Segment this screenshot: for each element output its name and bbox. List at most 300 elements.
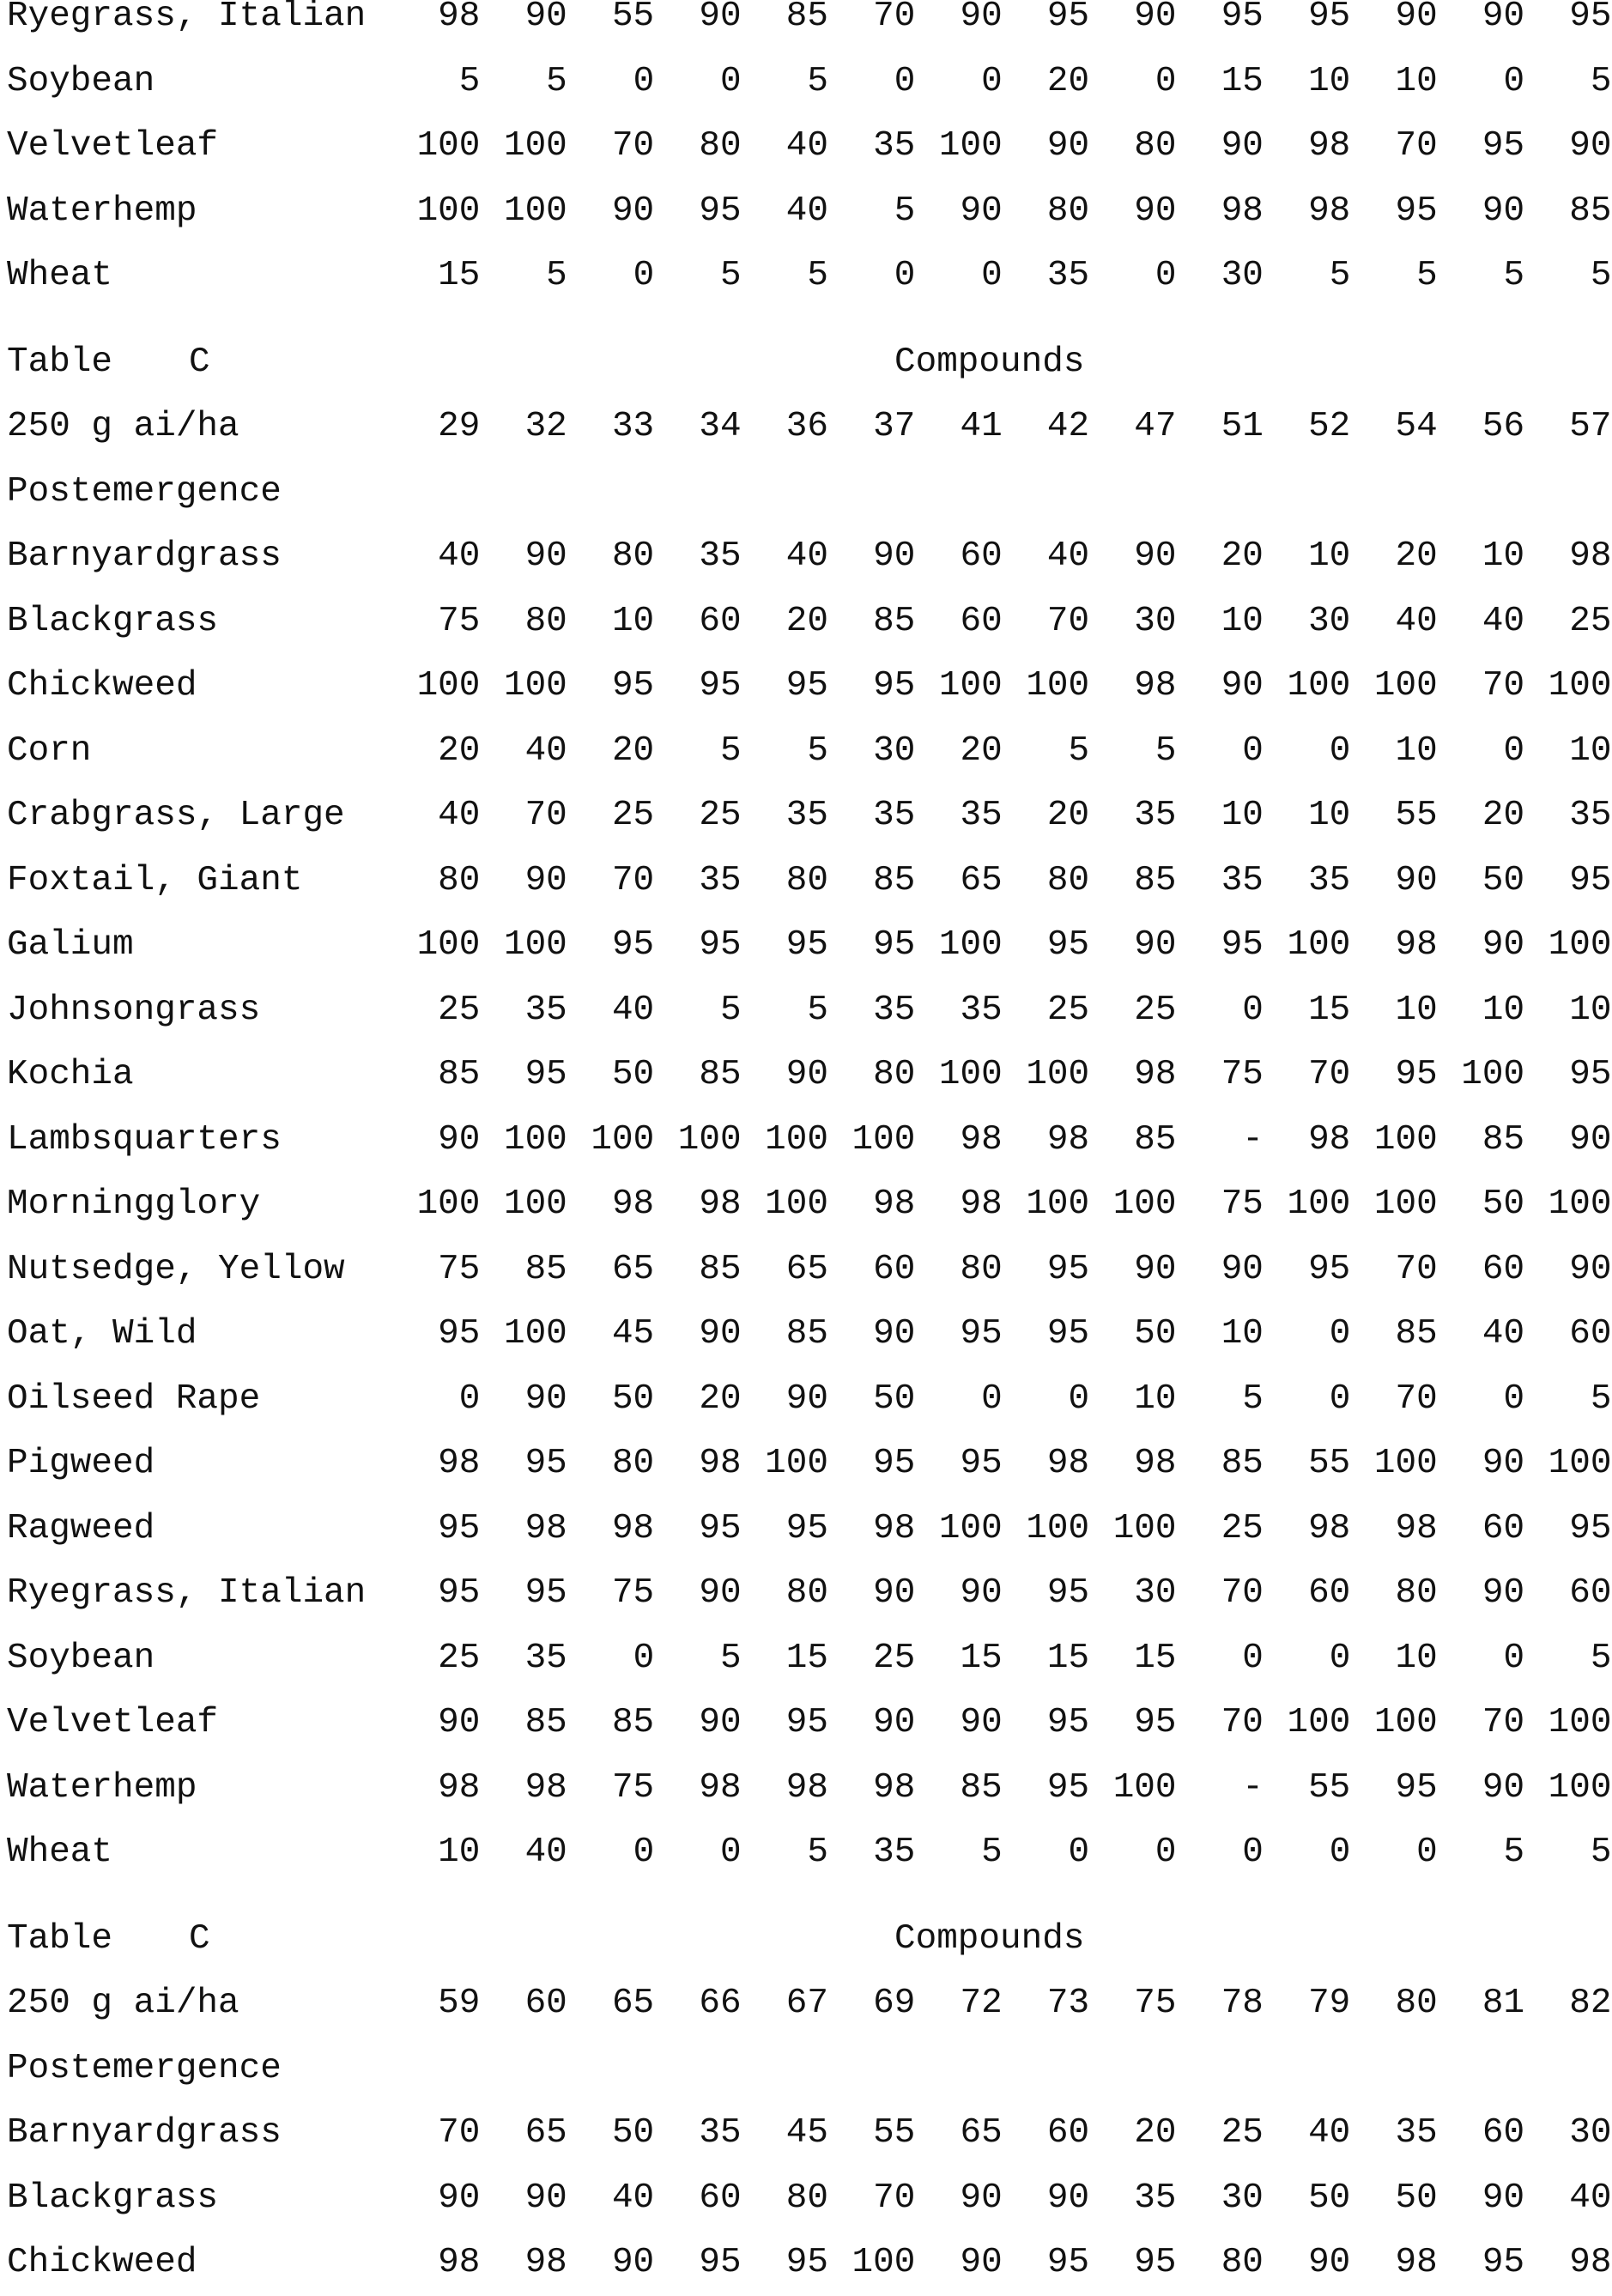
- rating-cell: 5: [1524, 244, 1611, 309]
- rating-cell: 55: [828, 2101, 915, 2166]
- table-title-row: [0, 1907, 1612, 1972]
- rating-cell: 35: [1003, 244, 1089, 309]
- rating-cell: 5: [1524, 1820, 1611, 1886]
- rating-cell: 80: [1003, 179, 1089, 245]
- rating-cell: 60: [654, 590, 741, 655]
- compound-id: 57: [1524, 395, 1611, 460]
- rating-cell: 70: [828, 0, 915, 50]
- rating-cell: 35: [1264, 849, 1350, 914]
- rating-cell: 10: [1524, 978, 1611, 1044]
- rating-cell: 70: [567, 849, 654, 914]
- rating-cell: 98: [480, 2231, 567, 2296]
- rating-cell: 70: [1438, 1691, 1524, 1756]
- table-row: [0, 0, 1612, 50]
- rating-cell: 30: [1177, 2166, 1264, 2232]
- rating-cell: 5: [480, 50, 567, 115]
- species-label: Crabgrass, Large: [0, 784, 393, 849]
- rating-cell: 65: [915, 2101, 1002, 2166]
- rating-cell: 60: [1438, 1238, 1524, 1303]
- rating-cell: 70: [1177, 1561, 1264, 1627]
- rating-cell: 0: [1089, 50, 1176, 115]
- table-row: [0, 1367, 1612, 1433]
- rating-cell: 80: [915, 1238, 1002, 1303]
- species-label: Velvetleaf: [0, 114, 393, 179]
- rating-cell: 40: [1350, 590, 1437, 655]
- rating-cell: 90: [480, 524, 567, 590]
- rating-cell: 100: [393, 913, 480, 978]
- section-spacer: [0, 309, 1612, 330]
- compound-id: 56: [1438, 395, 1524, 460]
- rating-cell: 80: [480, 590, 567, 655]
- species-label: Wheat: [0, 1820, 393, 1886]
- compound-id: 69: [828, 1972, 915, 2037]
- rating-cell: 80: [742, 2166, 828, 2232]
- rating-cell: 65: [742, 1238, 828, 1303]
- species-label: Soybean: [0, 50, 393, 115]
- rating-cell: 20: [1003, 50, 1089, 115]
- rating-cell: 98: [1264, 1108, 1350, 1173]
- rating-cell: -: [1177, 1108, 1264, 1173]
- rating-cell: 98: [1089, 1043, 1176, 1108]
- rating-cell: 95: [1177, 913, 1264, 978]
- rating-cell: 90: [480, 2166, 567, 2232]
- rating-cell: 40: [742, 114, 828, 179]
- rating-cell: 100: [654, 1108, 741, 1173]
- rating-cell: 95: [1089, 2231, 1176, 2296]
- rating-cell: 10: [1350, 719, 1437, 785]
- rating-cell: 5: [1264, 244, 1350, 309]
- rating-cell: 100: [480, 913, 567, 978]
- rating-cell: 25: [1089, 978, 1176, 1044]
- species-label: Morningglory: [0, 1172, 393, 1238]
- rating-cell: 70: [828, 2166, 915, 2232]
- species-label: Johnsongrass: [0, 978, 393, 1044]
- rating-cell: 25: [654, 784, 741, 849]
- rating-cell: 95: [1524, 849, 1611, 914]
- compound-id: 51: [1177, 395, 1264, 460]
- rating-cell: 90: [1524, 1108, 1611, 1173]
- rating-cell: 40: [742, 179, 828, 245]
- rating-cell: 85: [393, 1043, 480, 1108]
- rating-cell: 45: [567, 1302, 654, 1367]
- rating-cell: 10: [1264, 50, 1350, 115]
- rating-cell: 75: [567, 1561, 654, 1627]
- rating-cell: 100: [567, 1108, 654, 1173]
- rating-cell: 95: [915, 1302, 1002, 1367]
- rating-cell: 100: [1524, 654, 1611, 719]
- rating-cell: 90: [1524, 1238, 1611, 1303]
- rating-cell: 35: [828, 1820, 915, 1886]
- rating-cell: 100: [742, 1172, 828, 1238]
- rating-cell: 40: [480, 719, 567, 785]
- rating-cell: 95: [654, 179, 741, 245]
- rating-cell: 70: [1350, 114, 1437, 179]
- rating-cell: 95: [654, 2231, 741, 2296]
- rating-cell: 5: [654, 719, 741, 785]
- rating-cell: 70: [480, 784, 567, 849]
- rating-cell: 25: [393, 978, 480, 1044]
- rating-cell: 0: [1264, 719, 1350, 785]
- rating-cell: 95: [742, 1691, 828, 1756]
- rating-cell: 5: [654, 978, 741, 1044]
- rating-cell: 95: [393, 1302, 480, 1367]
- rating-cell: 60: [915, 590, 1002, 655]
- rating-cell: 100: [1524, 1756, 1611, 1821]
- rating-cell: 90: [654, 1302, 741, 1367]
- rating-cell: 100: [915, 913, 1002, 978]
- rating-cell: 80: [567, 1432, 654, 1497]
- document-page: [0, 0, 1612, 2296]
- compound-id-row: [0, 1972, 1612, 2037]
- compound-id: 34: [654, 395, 741, 460]
- rating-cell: 40: [1438, 590, 1524, 655]
- species-label: Oilseed Rape: [0, 1367, 393, 1433]
- mode-row: [0, 460, 1612, 525]
- table-row: [0, 179, 1612, 245]
- table-row: [0, 50, 1612, 115]
- rating-cell: 98: [654, 1172, 741, 1238]
- compound-id: 72: [915, 1972, 1002, 2037]
- rating-cell: 85: [654, 1238, 741, 1303]
- rating-cell: 35: [915, 978, 1002, 1044]
- rating-cell: 100: [1264, 654, 1350, 719]
- rating-cell: 95: [1177, 0, 1264, 50]
- rating-cell: 98: [393, 1756, 480, 1821]
- rating-cell: 10: [1524, 719, 1611, 785]
- rating-cell: 20: [1003, 784, 1089, 849]
- rating-cell: 5: [742, 50, 828, 115]
- rating-cell: 35: [1089, 2166, 1176, 2232]
- rating-cell: 98: [567, 1172, 654, 1238]
- rating-cell: -: [1177, 1756, 1264, 1821]
- rating-cell: 5: [1438, 244, 1524, 309]
- rate-label: 250 g ai/ha: [0, 1972, 393, 2037]
- table-label: Table: [7, 1907, 112, 1972]
- species-label: Nutsedge, Yellow: [0, 1238, 393, 1303]
- rating-cell: 95: [1003, 1561, 1089, 1627]
- compound-id: 54: [1350, 395, 1437, 460]
- rating-cell: 95: [1003, 1238, 1089, 1303]
- rating-cell: 60: [654, 2166, 741, 2232]
- rating-cell: 0: [915, 1367, 1002, 1433]
- rating-cell: 75: [567, 1756, 654, 1821]
- species-label: Galium: [0, 913, 393, 978]
- rating-cell: 98: [480, 1497, 567, 1562]
- compound-id: 47: [1089, 395, 1176, 460]
- rating-cell: 35: [1524, 784, 1611, 849]
- table-row: [0, 524, 1612, 590]
- rating-cell: 0: [1089, 244, 1176, 309]
- rating-cell: 98: [393, 0, 480, 50]
- rating-cell: 5: [654, 1627, 741, 1692]
- species-label: Chickweed: [0, 654, 393, 719]
- rating-cell: 100: [1524, 1172, 1611, 1238]
- rating-cell: 85: [828, 590, 915, 655]
- species-label: Soybean: [0, 1627, 393, 1692]
- rating-cell: 0: [1264, 1367, 1350, 1433]
- species-label: Chickweed: [0, 2231, 393, 2296]
- rating-cell: 95: [1438, 2231, 1524, 2296]
- compound-id: 33: [567, 395, 654, 460]
- rating-cell: 95: [480, 1561, 567, 1627]
- rating-cell: 100: [480, 1172, 567, 1238]
- species-label: Kochia: [0, 1043, 393, 1108]
- table-section: [0, 1886, 1612, 2296]
- rating-cell: 75: [1177, 1043, 1264, 1108]
- rating-cell: 90: [1089, 913, 1176, 978]
- rating-cell: 55: [1350, 784, 1437, 849]
- rating-cell: 50: [567, 1367, 654, 1433]
- rating-cell: 90: [828, 524, 915, 590]
- species-label: Pigweed: [0, 1432, 393, 1497]
- rating-cell: 0: [1264, 1302, 1350, 1367]
- rating-cell: 15: [1089, 1627, 1176, 1692]
- rating-cell: 85: [1524, 179, 1611, 245]
- rating-cell: 40: [1264, 2101, 1350, 2166]
- table-row: [0, 2231, 1612, 2296]
- rating-cell: 95: [1089, 1691, 1176, 1756]
- rating-cell: 90: [1089, 0, 1176, 50]
- rating-cell: 65: [480, 2101, 567, 2166]
- rating-cell: 80: [828, 1043, 915, 1108]
- rating-cell: 50: [1264, 2166, 1350, 2232]
- rating-cell: 100: [1438, 1043, 1524, 1108]
- rating-cell: 85: [480, 1691, 567, 1756]
- compound-id: 67: [742, 1972, 828, 2037]
- rating-cell: 90: [828, 1302, 915, 1367]
- rating-cell: 95: [828, 913, 915, 978]
- rating-cell: 35: [742, 784, 828, 849]
- rating-cell: 35: [654, 524, 741, 590]
- rating-cell: 90: [1438, 0, 1524, 50]
- species-label: Waterhemp: [0, 179, 393, 245]
- rating-cell: 95: [480, 1043, 567, 1108]
- table-title-row: [0, 330, 1612, 396]
- rating-cell: 100: [1524, 1691, 1611, 1756]
- table-letter: C: [189, 330, 210, 396]
- rating-cell: 90: [567, 179, 654, 245]
- rating-cell: 100: [480, 179, 567, 245]
- compound-id: 73: [1003, 1972, 1089, 2037]
- rating-cell: 85: [742, 1302, 828, 1367]
- compound-id: 42: [1003, 395, 1089, 460]
- rating-cell: 25: [1177, 2101, 1264, 2166]
- rating-cell: 70: [393, 2101, 480, 2166]
- rating-cell: 80: [654, 114, 741, 179]
- rating-cell: 20: [567, 719, 654, 785]
- rating-cell: 15: [1264, 978, 1350, 1044]
- rating-cell: 5: [1089, 719, 1176, 785]
- rating-cell: 90: [1089, 524, 1176, 590]
- rating-cell: 75: [393, 590, 480, 655]
- rating-cell: 98: [915, 1172, 1002, 1238]
- rating-cell: 90: [1003, 2166, 1089, 2232]
- rating-cell: 50: [1350, 2166, 1437, 2232]
- rating-cell: 0: [915, 50, 1002, 115]
- species-label: Waterhemp: [0, 1756, 393, 1821]
- rating-cell: 100: [1003, 1172, 1089, 1238]
- rating-cell: 90: [393, 1691, 480, 1756]
- rating-cell: 10: [1264, 524, 1350, 590]
- rating-cell: 10: [567, 590, 654, 655]
- rating-cell: 10: [1350, 1627, 1437, 1692]
- table-row: [0, 1302, 1612, 1367]
- rating-cell: 80: [1089, 114, 1176, 179]
- compound-id: 81: [1438, 1972, 1524, 2037]
- rating-cell: 70: [1177, 1691, 1264, 1756]
- table-row: [0, 1497, 1612, 1562]
- rating-cell: 100: [1264, 1691, 1350, 1756]
- rating-cell: 80: [567, 524, 654, 590]
- rating-cell: 0: [567, 1627, 654, 1692]
- compound-id: 75: [1089, 1972, 1176, 2037]
- rating-cell: 70: [567, 114, 654, 179]
- table-row: [0, 1820, 1612, 1886]
- rating-cell: 98: [393, 1432, 480, 1497]
- species-label: Foxtail, Giant: [0, 849, 393, 914]
- rating-cell: 98: [1350, 2231, 1437, 2296]
- table-label: Table: [7, 330, 112, 396]
- rating-cell: 50: [1438, 1172, 1524, 1238]
- rating-cell: 25: [1003, 978, 1089, 1044]
- table-row: [0, 244, 1612, 309]
- rating-cell: 95: [1350, 1756, 1437, 1821]
- rating-cell: 95: [567, 654, 654, 719]
- rating-cell: 90: [1177, 654, 1264, 719]
- rating-cell: 98: [1003, 1108, 1089, 1173]
- rating-cell: 90: [742, 1367, 828, 1433]
- rating-cell: 35: [1350, 2101, 1437, 2166]
- table-row: [0, 114, 1612, 179]
- rating-cell: 15: [1177, 50, 1264, 115]
- rating-cell: 60: [1524, 1302, 1611, 1367]
- rating-cell: 5: [1438, 1820, 1524, 1886]
- species-label: Barnyardgrass: [0, 2101, 393, 2166]
- table-row: [0, 1627, 1612, 1692]
- rating-cell: 95: [1524, 0, 1611, 50]
- rating-cell: 5: [1524, 50, 1611, 115]
- table-section: [0, 0, 1612, 309]
- species-label: Oat, Wild: [0, 1302, 393, 1367]
- rating-cell: 90: [1003, 114, 1089, 179]
- rating-cell: 60: [1524, 1561, 1611, 1627]
- rating-cell: 95: [393, 1561, 480, 1627]
- rating-cell: 35: [480, 1627, 567, 1692]
- species-label: Wheat: [0, 244, 393, 309]
- rating-cell: 40: [567, 978, 654, 1044]
- rating-cell: 100: [1003, 1497, 1089, 1562]
- rating-cell: 10: [1177, 590, 1264, 655]
- rating-cell: 0: [828, 50, 915, 115]
- rating-cell: 15: [915, 1627, 1002, 1692]
- rating-cell: 95: [1524, 1497, 1611, 1562]
- rating-cell: 95: [1003, 0, 1089, 50]
- rating-cell: 0: [567, 244, 654, 309]
- table-row: [0, 1238, 1612, 1303]
- table-row: [0, 2101, 1612, 2166]
- rating-cell: 15: [1003, 1627, 1089, 1692]
- compound-id: 29: [393, 395, 480, 460]
- rating-cell: 5: [915, 1820, 1002, 1886]
- rating-cell: 80: [1350, 1561, 1437, 1627]
- rating-cell: 90: [393, 2166, 480, 2232]
- compound-id: 78: [1177, 1972, 1264, 2037]
- section-spacer: [0, 1886, 1612, 1907]
- rating-cell: 95: [1003, 2231, 1089, 2296]
- species-label: Ragweed: [0, 1497, 393, 1562]
- table-row: [0, 978, 1612, 1044]
- rating-cell: 90: [1438, 913, 1524, 978]
- rating-cell: 85: [1177, 1432, 1264, 1497]
- rating-cell: 100: [480, 654, 567, 719]
- rating-cell: 100: [480, 1302, 567, 1367]
- rating-cell: 85: [1089, 1108, 1176, 1173]
- rating-cell: 35: [1177, 849, 1264, 914]
- rating-cell: 95: [1524, 1043, 1611, 1108]
- rating-cell: 98: [1089, 1432, 1176, 1497]
- rating-cell: 98: [1524, 2231, 1611, 2296]
- table-row: [0, 1108, 1612, 1173]
- table-row: [0, 1691, 1612, 1756]
- rating-cell: 90: [567, 2231, 654, 2296]
- rating-cell: 85: [1350, 1302, 1437, 1367]
- rating-cell: 95: [393, 1497, 480, 1562]
- rating-cell: 100: [1089, 1497, 1176, 1562]
- species-label: Ryegrass, Italian: [0, 0, 393, 50]
- rating-cell: 25: [567, 784, 654, 849]
- species-label: Ryegrass, Italian: [0, 1561, 393, 1627]
- rating-cell: 20: [1350, 524, 1437, 590]
- rating-cell: 50: [1438, 849, 1524, 914]
- rating-cell: 95: [742, 654, 828, 719]
- rating-cell: 35: [915, 784, 1002, 849]
- rating-cell: 95: [654, 654, 741, 719]
- rating-cell: 95: [1264, 1238, 1350, 1303]
- rating-cell: 95: [742, 1497, 828, 1562]
- rating-cell: 65: [567, 1238, 654, 1303]
- rating-cell: 95: [828, 1432, 915, 1497]
- rating-cell: 5: [654, 244, 741, 309]
- rating-cell: 95: [742, 2231, 828, 2296]
- rating-cell: 30: [1089, 590, 1176, 655]
- rating-cell: 95: [1003, 1691, 1089, 1756]
- table-row: [0, 1432, 1612, 1497]
- compound-id: 36: [742, 395, 828, 460]
- rating-cell: 0: [654, 1820, 741, 1886]
- rating-cell: 10: [1264, 784, 1350, 849]
- rating-cell: 95: [567, 913, 654, 978]
- table-row: [0, 719, 1612, 785]
- mode-row: [0, 2037, 1612, 2102]
- rating-cell: 95: [1003, 913, 1089, 978]
- table-row: [0, 784, 1612, 849]
- mode-label: Postemergence: [0, 2037, 393, 2102]
- rating-cell: 0: [1264, 1627, 1350, 1692]
- rating-cell: 20: [654, 1367, 741, 1433]
- rating-cell: 75: [1177, 1172, 1264, 1238]
- table-section: [0, 309, 1612, 1886]
- rating-cell: 98: [915, 1108, 1002, 1173]
- compounds-heading: Compounds: [894, 1907, 1084, 1972]
- rating-cell: 40: [480, 1820, 567, 1886]
- rating-cell: 95: [654, 913, 741, 978]
- rating-cell: 0: [828, 244, 915, 309]
- rating-cell: 5: [742, 978, 828, 1044]
- rating-cell: 85: [654, 1043, 741, 1108]
- rating-cell: 0: [1264, 1820, 1350, 1886]
- rating-cell: 20: [1177, 524, 1264, 590]
- rating-cell: 100: [393, 654, 480, 719]
